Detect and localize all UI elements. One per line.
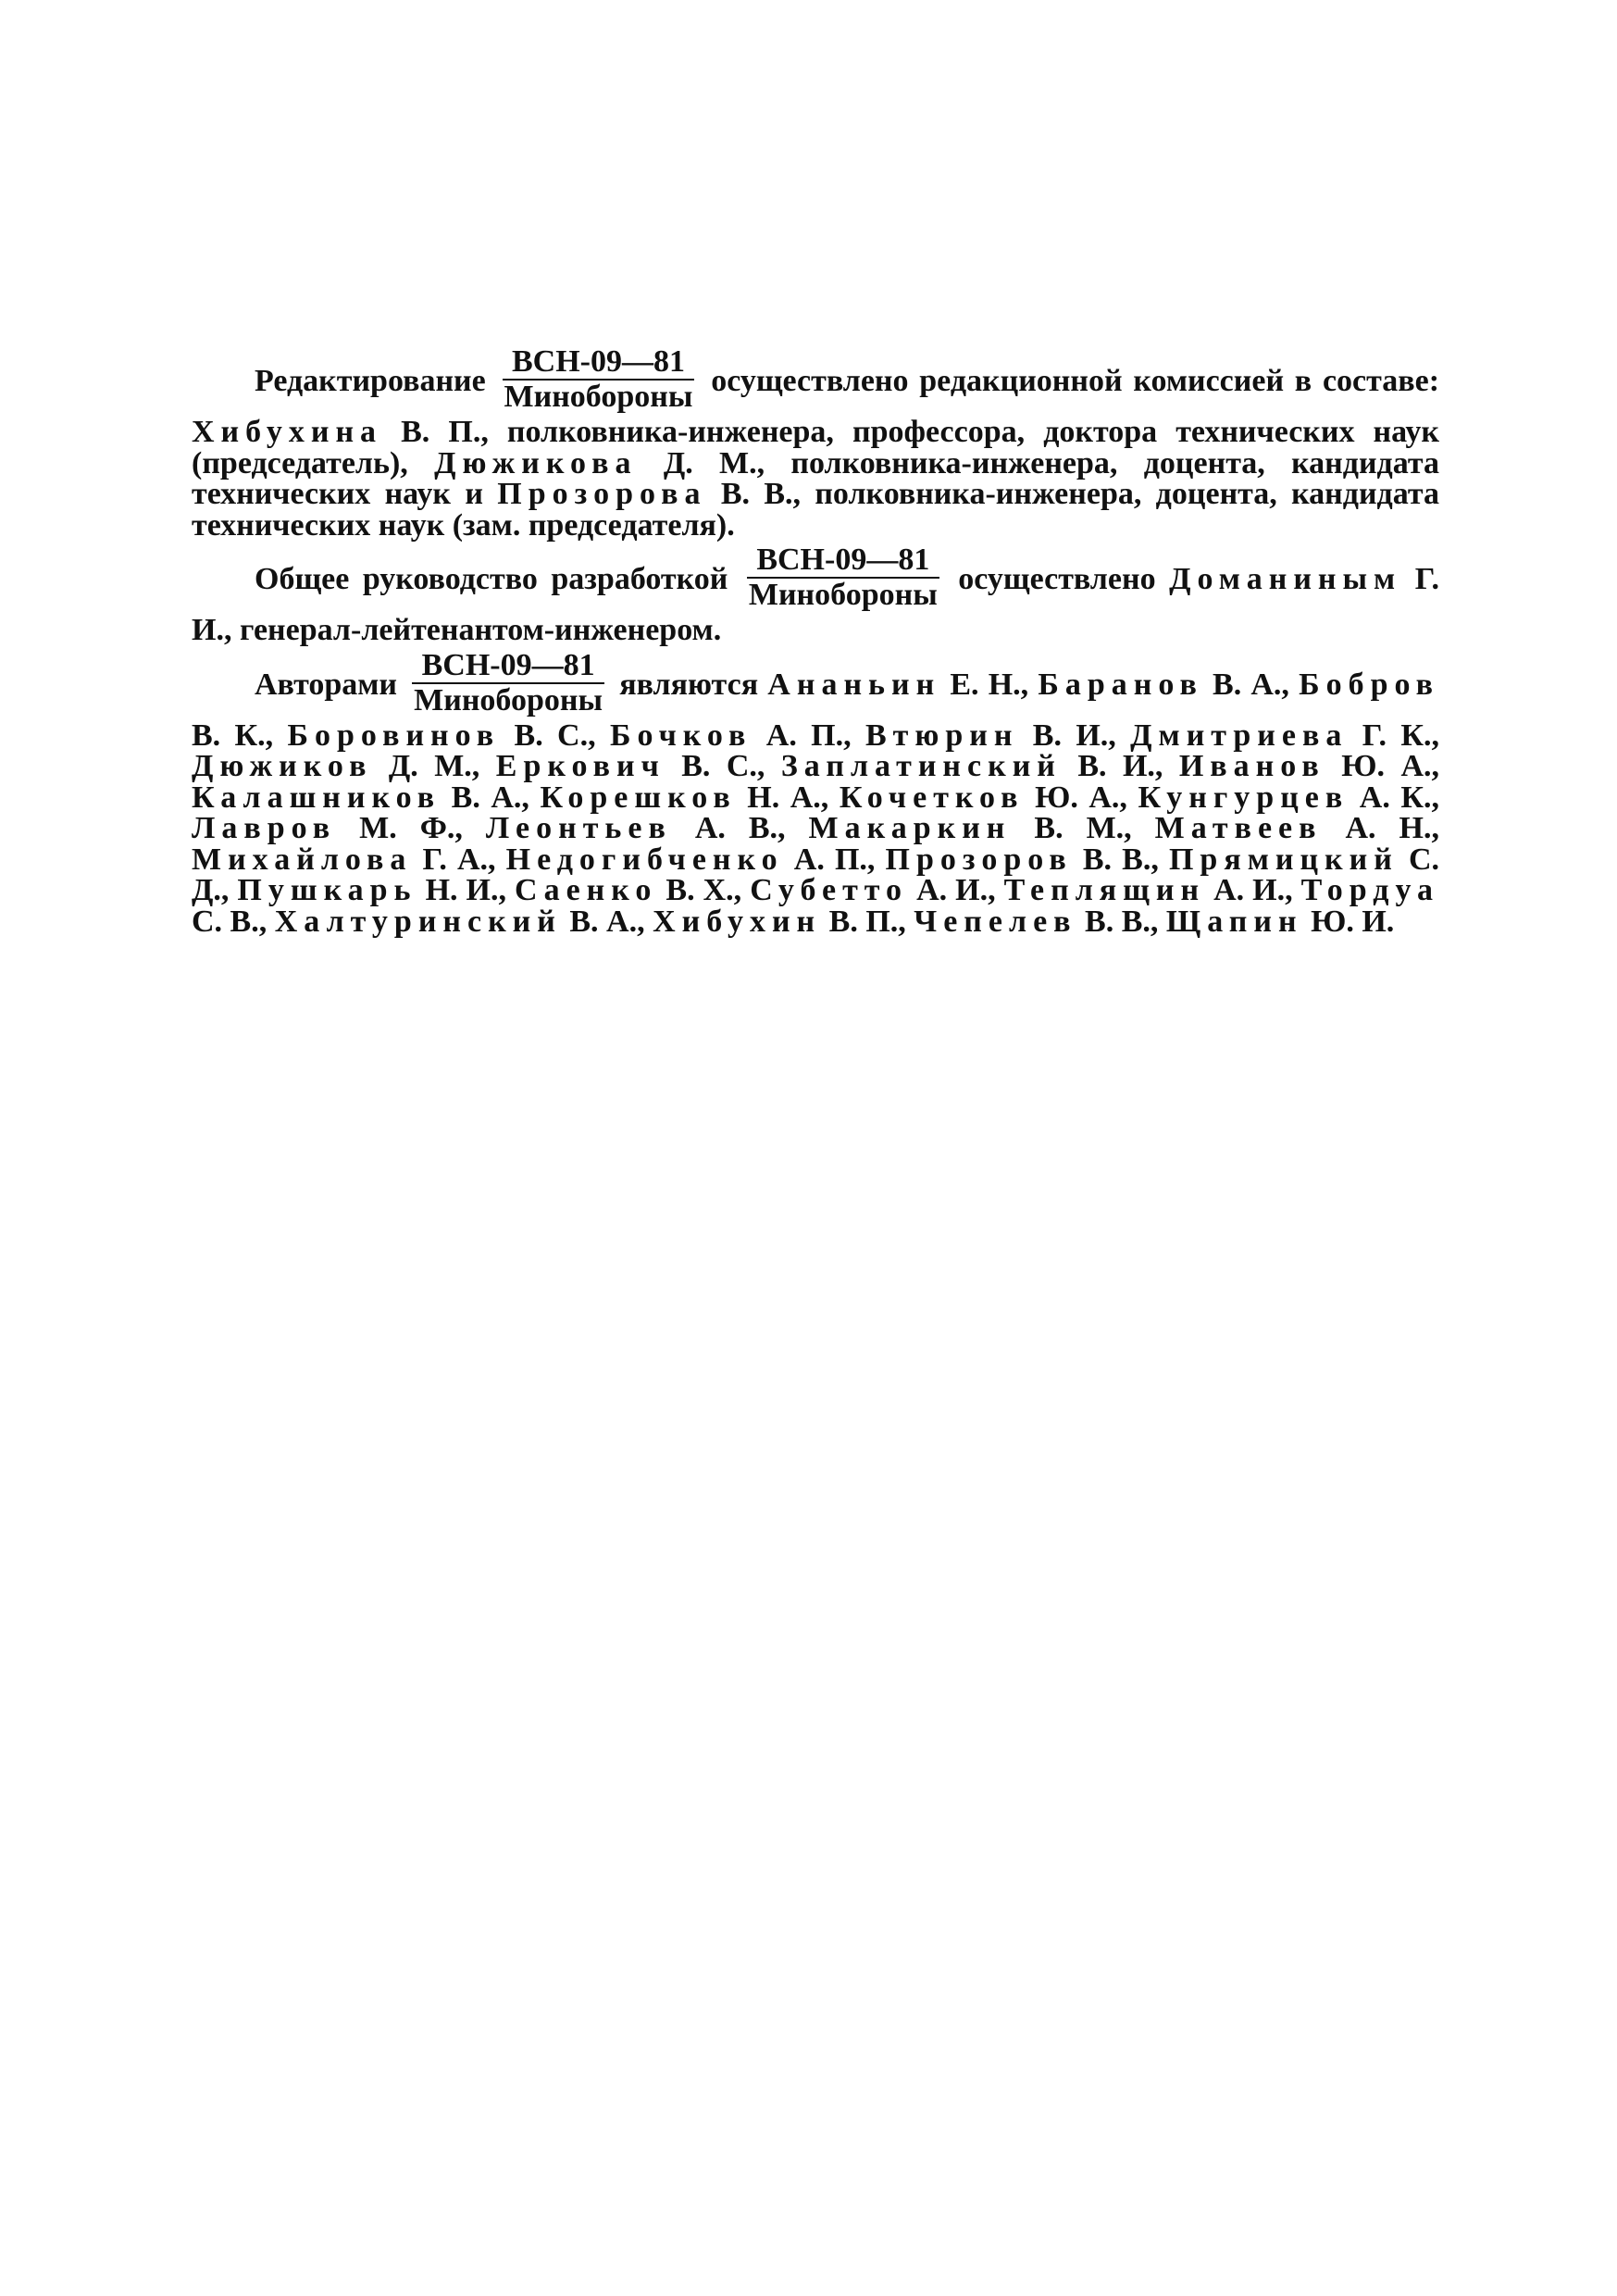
author-initials: А. В., (671, 811, 809, 845)
norm-numerator: ВСН-09—81 (747, 544, 939, 579)
author-surname: Бочков (609, 718, 753, 753)
author-surname: Дюжиков (192, 749, 373, 783)
author-surname: Саенко (515, 873, 658, 907)
norm-fraction (503, 346, 695, 413)
norm-fraction (412, 647, 604, 718)
author-initials: Ю. А., (1325, 749, 1440, 783)
author-initials: Ю. А., (1024, 780, 1138, 815)
paragraph-authors (192, 647, 1440, 939)
author-initials: Г. А., (412, 842, 506, 877)
author-initials: Д. М., (372, 749, 496, 783)
author-surname: Калашников (192, 780, 442, 815)
editing-text-4: В. В., полковника-инженера, доцента, кандидата технических наук (зам. председателя). (192, 477, 1439, 543)
paragraph-editing (192, 344, 1440, 543)
author-initials: В. И., (1061, 749, 1179, 783)
author-initials: В. С., (500, 718, 610, 753)
management-lead: Общее руководство разработкой (255, 561, 728, 596)
author-initials: А. И., (1205, 873, 1301, 907)
editing-text-1: осуществлено редакционной комиссией в составе: (711, 363, 1440, 398)
author-surname: Леонтьев (485, 811, 672, 845)
author-surname: Корешков (540, 780, 737, 815)
editing-name-1: Хибухина (192, 415, 383, 449)
author-initials: В. А., (1202, 667, 1300, 702)
author-initials: А. К., (1349, 780, 1440, 815)
author-surname: Ананьин (767, 667, 941, 702)
author-initials: С. Д., (192, 842, 1439, 907)
author-surname: Боровинов (287, 718, 501, 753)
author-surname: Щапин (1165, 904, 1303, 939)
norm-numerator: ВСН-09—81 (412, 650, 604, 684)
author-initials: В. В., (1076, 904, 1166, 939)
norm-denominator: Минобороны (414, 682, 603, 718)
author-initials: В. П., (821, 904, 914, 939)
editing-lead: Редактирование (255, 363, 486, 398)
author-initials: А. Н., (1322, 811, 1439, 845)
author-surname: Лавров (192, 811, 337, 845)
author-initials: А. П., (783, 842, 886, 877)
author-surname: Халтуринский (274, 904, 562, 939)
author-surname: Заплатинский (780, 749, 1062, 783)
author-initials: Г. К., (1348, 718, 1440, 753)
author-initials: С. В., (192, 904, 275, 939)
editing-name-2: Дюжикова (434, 445, 638, 480)
author-initials: В. И., (1018, 718, 1131, 753)
author-initials: В. К., (192, 718, 288, 753)
author-initials: А. П., (752, 718, 865, 753)
author-surname: Прозоров (885, 842, 1073, 877)
author-surname: Чепелев (914, 904, 1077, 939)
author-surname: Хибухин (653, 904, 822, 939)
author-surname: Втюрин (864, 718, 1019, 753)
author-surname: Недогибченко (505, 842, 784, 877)
author-surname: Макаркин (808, 811, 1012, 845)
author-initials: Е. Н., (940, 667, 1039, 702)
author-initials: Н. И., (417, 873, 516, 907)
author-initials: Ю. И. (1302, 904, 1395, 939)
author-initials: Н. А., (736, 780, 840, 815)
author-initials: В. Х., (657, 873, 751, 907)
author-surname: Еркович (495, 749, 665, 783)
author-initials: М. Ф., (336, 811, 486, 845)
author-surname: Пушкарь (237, 873, 417, 907)
author-initials: В. В., (1072, 842, 1169, 877)
author-surname: Теплящин (1003, 873, 1206, 907)
author-initials: А. И., (908, 873, 1004, 907)
authors-lead: Авторами (255, 667, 397, 702)
norm-numerator: ВСН-09—81 (503, 346, 695, 381)
author-initials: В. М., (1011, 811, 1155, 845)
author-surname: Дмитриева (1130, 718, 1349, 753)
norm-denominator: Минобороны (504, 380, 693, 414)
author-initials: В. С., (665, 749, 781, 783)
author-surname: Прямицкий (1168, 842, 1399, 877)
document-body (192, 344, 1440, 944)
author-initials: В. А., (561, 904, 653, 939)
author-surname: Матвеев (1154, 811, 1323, 845)
author-surname: Кочетков (839, 780, 1025, 815)
author-initials: В. А., (441, 780, 541, 815)
author-surname: Субетто (750, 873, 909, 907)
paragraph-management (192, 543, 1440, 647)
authors-text: являются (619, 667, 768, 702)
management-text-1: осуществлено (958, 561, 1170, 596)
management-name: Доманиным (1169, 561, 1402, 596)
author-surname: Бобров (1299, 667, 1439, 702)
author-list (192, 667, 1439, 938)
editing-text-2: В. П., полковника-инженера, профессора, доктора технических наук (председатель), (192, 415, 1439, 480)
author-surname: Михайлова (192, 842, 413, 877)
author-surname: Кунгурцев (1138, 780, 1350, 815)
author-surname: Тордуа (1300, 873, 1440, 907)
editing-text-3: Д. М., полковника-инженера, доцента, кандидата технических наук и (192, 445, 1439, 511)
norm-fraction (747, 544, 939, 611)
editing-name-3: Прозорова (497, 477, 707, 511)
management-text-2: Г. И., генерал-лейтенантом-инженером. (192, 561, 1440, 647)
author-surname: Иванов (1178, 749, 1325, 783)
norm-denominator: Минобороны (748, 578, 938, 612)
author-surname: Баранов (1038, 667, 1203, 702)
